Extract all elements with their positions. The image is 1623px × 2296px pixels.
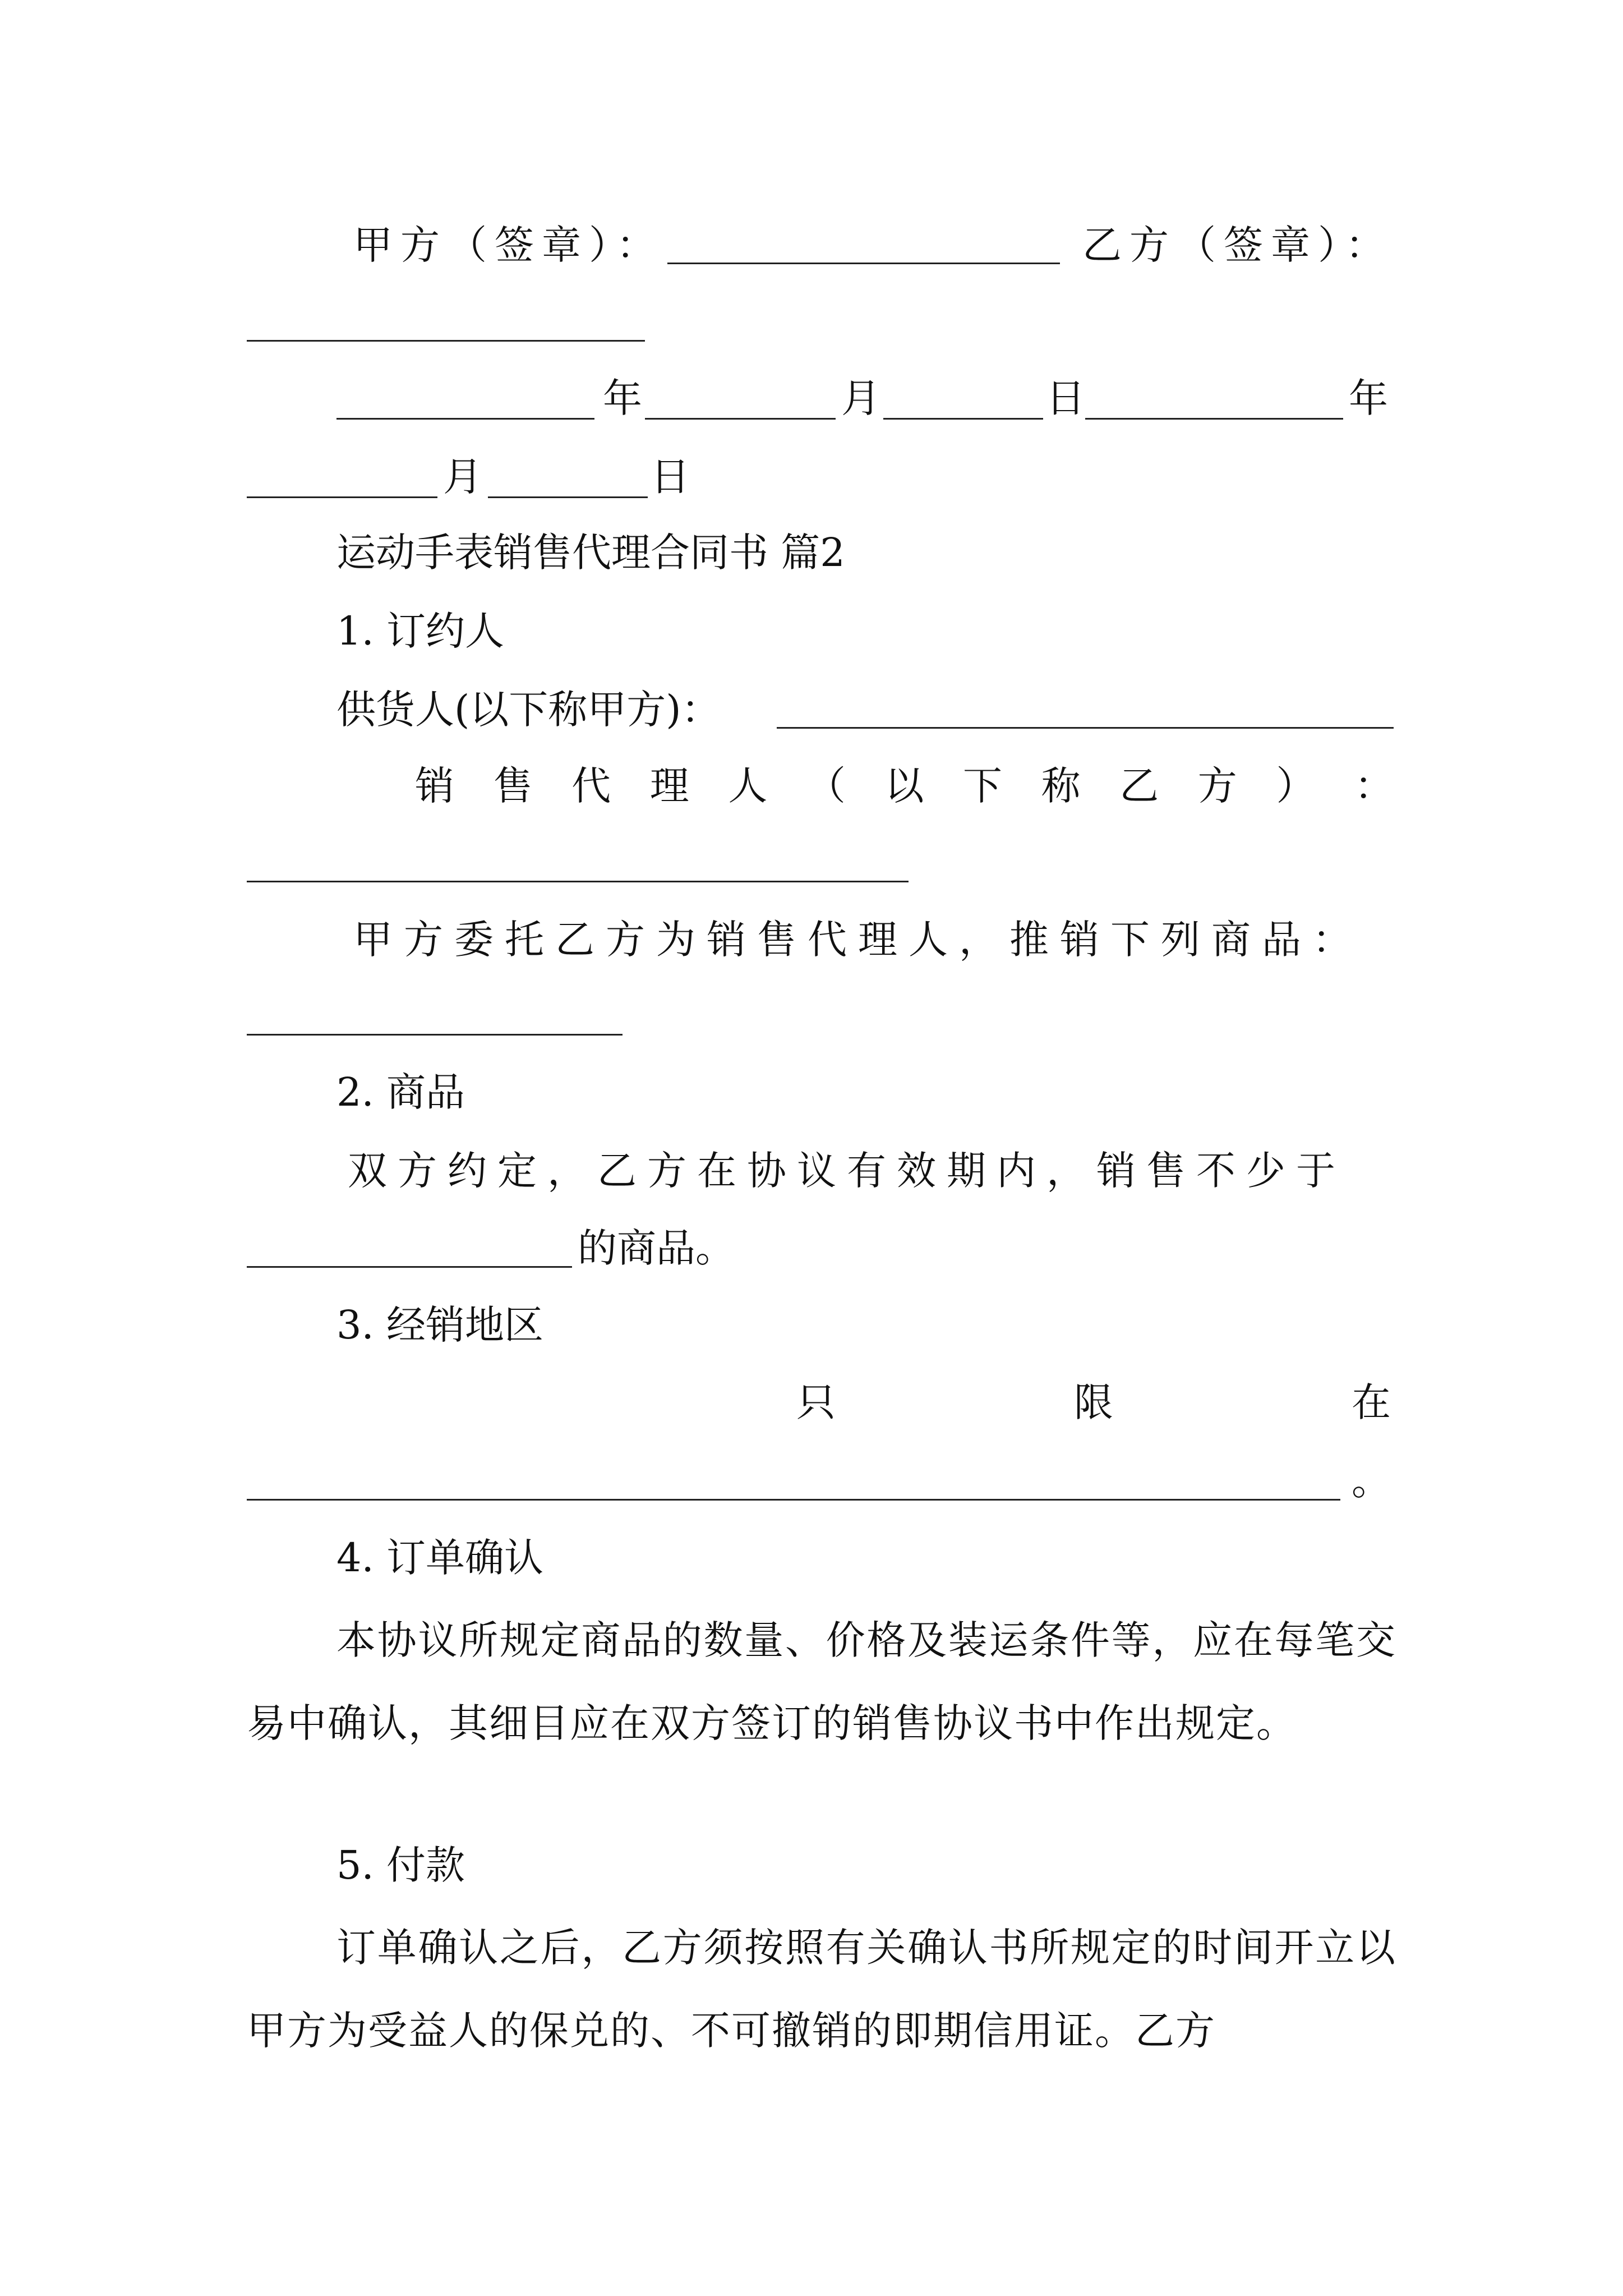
supplier-label: 供货人(以下称甲方)： (336, 687, 721, 733)
section-2-text: 双方约定，乙方在协议有效期内，销售不少于 (348, 1148, 1346, 1194)
party-a-sign-label: 甲方（签章）： (353, 222, 663, 268)
supplier-blank[interactable] (777, 727, 1394, 729)
date-a-day-blank[interactable] (883, 418, 1043, 420)
agent-char: ） (1276, 763, 1316, 809)
date-a-year-label: 年 (603, 375, 642, 421)
agent-char: ： (1354, 763, 1394, 809)
date-b-day-blank[interactable] (488, 496, 648, 498)
section-3-char-1: 只 (796, 1379, 836, 1425)
agent-label (415, 763, 1394, 809)
agent-char: 以 (884, 763, 924, 809)
agent-char: 人 (728, 763, 768, 809)
agent-char: （ (806, 763, 846, 809)
entrust-text: 甲方委托乙方为销售代理人，推销下列商品： (353, 917, 1363, 963)
section-4-title: 4. 订单确认 (336, 1535, 544, 1581)
agent-char: 方 (1197, 763, 1237, 809)
date-a-day-label: 日 (1046, 375, 1085, 421)
section-3-end: 。 (1352, 1458, 1391, 1504)
date-a-month-blank[interactable] (645, 418, 836, 420)
section-5-title: 5. 付款 (336, 1842, 465, 1888)
section-1-title: 1. 订约人 (336, 608, 505, 654)
section-3-char-2: 限 (1074, 1379, 1113, 1425)
party-a-sign-blank[interactable] (667, 263, 1060, 264)
date-b-month-label: 月 (443, 454, 482, 500)
section-3-char-3: 在 (1352, 1379, 1391, 1425)
date-a-year-blank[interactable] (336, 418, 594, 420)
date-a-month-label: 月 (841, 375, 880, 421)
date-b-year-label: 年 (1349, 375, 1388, 421)
date-b-month-blank[interactable] (247, 496, 437, 498)
agent-char: 下 (963, 763, 1003, 809)
agent-char: 代 (571, 763, 611, 809)
agent-char: 乙 (1119, 763, 1159, 809)
goods-list-blank[interactable] (247, 1034, 623, 1036)
agent-blank[interactable] (247, 881, 909, 882)
party-b-sign-blank[interactable] (247, 340, 645, 342)
region-blank[interactable] (247, 1499, 1340, 1501)
section-3-title: 3. 经销地区 (336, 1302, 544, 1348)
section-5-text: 订单确认之后，乙方须按照有关确认书所规定的时间开立以甲方为受益人的保兑的、不可撤销的即期信用证。乙方 (247, 1925, 1396, 2054)
party-b-sign-label: 乙方（签章）： (1082, 222, 1393, 268)
section-4-text: 本协议所规定商品的数量、价格及装运条件等，应在每笔交易中确认，其细目应在双方签订的销售协议书中作出规定。 (247, 1617, 1396, 1746)
date-b-day-label: 日 (651, 454, 690, 500)
contract-heading: 运动手表销售代理合同书 篇2 (336, 530, 845, 576)
agent-char: 理 (649, 763, 689, 809)
section-2-title: 2. 商品 (336, 1069, 465, 1115)
agent-char: 称 (1041, 763, 1081, 809)
section-2-suffix: 的商品。 (578, 1225, 735, 1271)
min-quantity-blank[interactable] (247, 1266, 572, 1268)
date-b-year-blank[interactable] (1085, 418, 1343, 420)
agent-char: 售 (493, 763, 533, 809)
agent-char: 销 (415, 763, 454, 809)
